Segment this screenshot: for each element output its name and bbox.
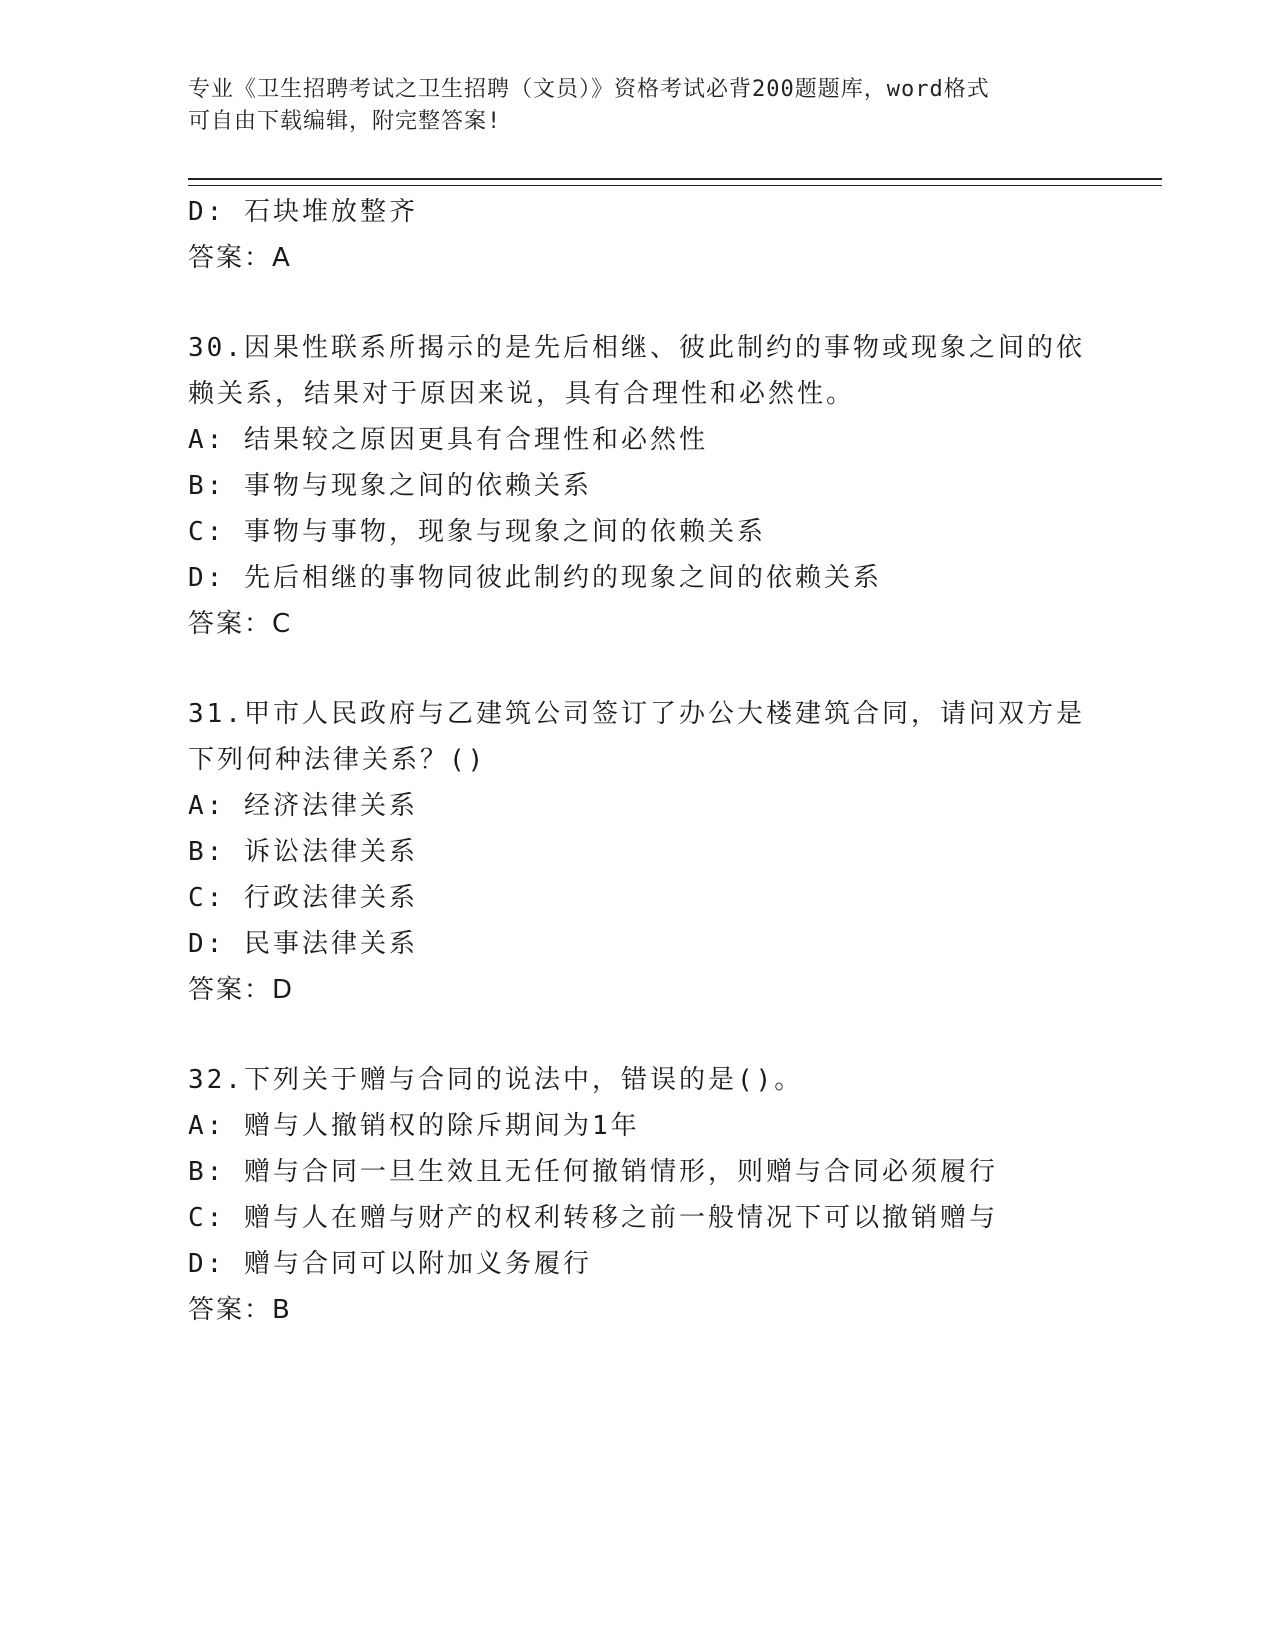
page-header (188, 74, 1068, 138)
option-b: B: 赠与合同一旦生效且无任何撤销情形，则赠与合同必须履行 (188, 1157, 998, 1187)
previous-question-tail (188, 189, 1088, 281)
answer-label: 答案：D (188, 975, 295, 1005)
option-b: B: 诉讼法律关系 (188, 837, 418, 867)
option-c: C: 赠与人在赠与财产的权利转移之前一般情况下可以撤销赠与 (188, 1203, 998, 1233)
header-title-line-1: 专业《卫生招聘考试之卫生招聘（文员）》资格考试必背200题题库，word格式 (188, 77, 990, 102)
question-32 (188, 1057, 1088, 1333)
option-a: A: 赠与人撤销权的除斥期间为1年 (188, 1111, 640, 1141)
option-c: C: 事物与事物，现象与现象之间的依赖关系 (188, 517, 766, 547)
option-a: A: 经济法律关系 (188, 791, 418, 821)
answer-label: 答案：C (188, 609, 293, 639)
option-c: C: 行政法律关系 (188, 883, 418, 913)
question-stem-continued: 赖关系，结果对于原因来说，具有合理性和必然性。 (188, 379, 856, 409)
question-30 (188, 325, 1088, 647)
option-d: D: 民事法律关系 (188, 929, 418, 959)
header-title-line-2: 可自由下载编辑，附完整答案! (188, 109, 502, 134)
question-stem: 31.甲市人民政府与乙建筑公司签订了办公大楼建筑合同，请问双方是 (188, 699, 1085, 729)
question-stem: 32.下列关于赠与合同的说法中，错误的是()。 (188, 1065, 804, 1095)
answer-label: 答案：A (188, 243, 292, 273)
option-d: D: 石块堆放整齐 (188, 197, 418, 227)
header-divider (188, 178, 1162, 186)
question-stem: 30.因果性联系所揭示的是先后相继、彼此制约的事物或现象之间的依 (188, 333, 1085, 363)
question-list (188, 189, 1088, 1333)
question-31 (188, 691, 1088, 1013)
option-d: D: 赠与合同可以附加义务履行 (188, 1249, 592, 1279)
option-d: D: 先后相继的事物同彼此制约的现象之间的依赖关系 (188, 563, 882, 593)
option-b: B: 事物与现象之间的依赖关系 (188, 471, 592, 501)
question-stem-continued: 下列何种法律关系？() (188, 745, 487, 775)
answer-label: 答案：B (188, 1295, 292, 1325)
option-a: A: 结果较之原因更具有合理性和必然性 (188, 425, 708, 455)
